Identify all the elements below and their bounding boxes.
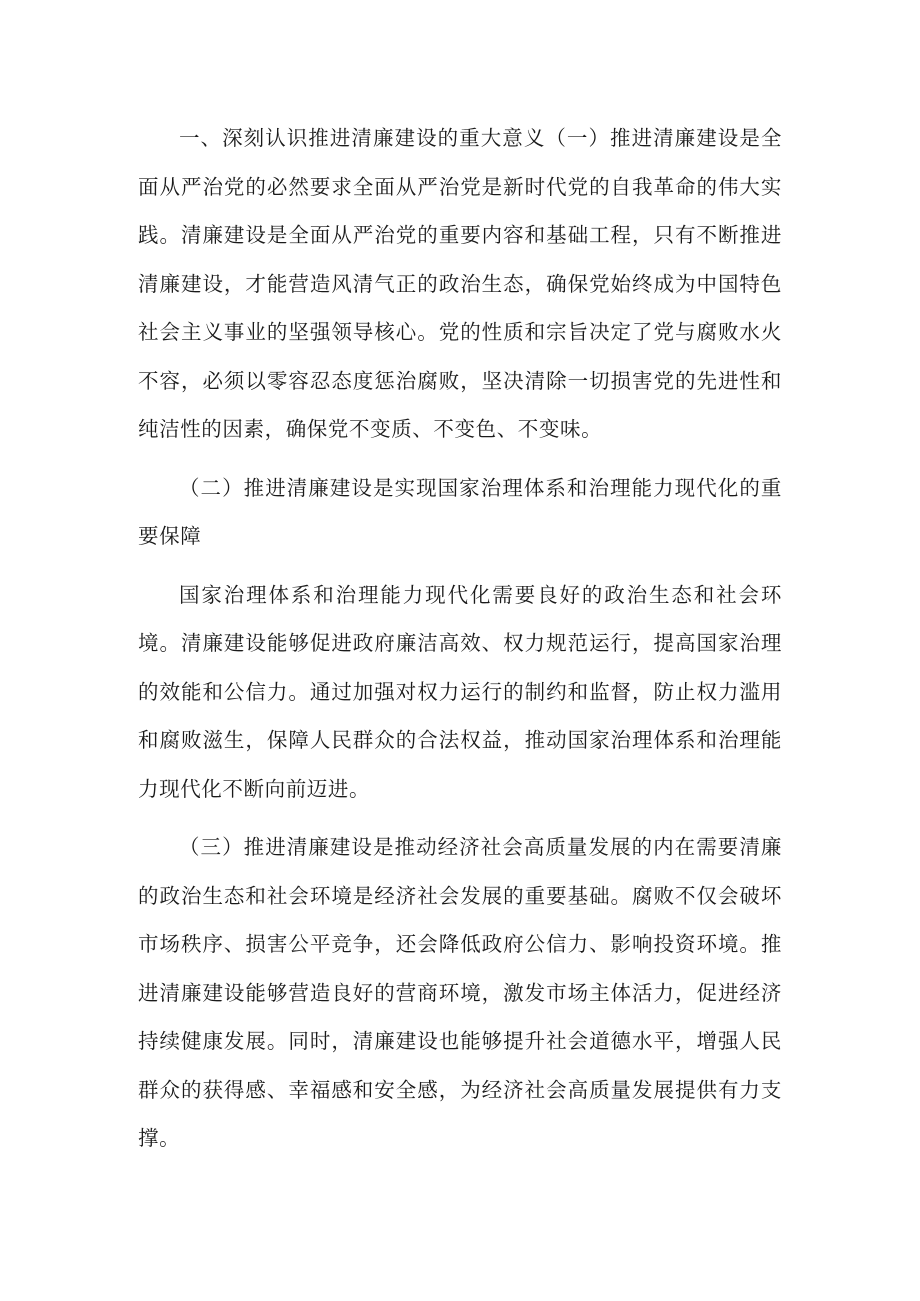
paragraph-governance: 国家治理体系和治理能力现代化需要良好的政治生态和社会环境。清廉建设能够促进政府廉洁高效、权力规范运行，提高国家治理的效能和公信力。通过加强对权力运行的制约和监督，防止权力滥用和腐败滋生，保障人民群众的合法权益，推动国家治理体系和治理能力现代化不断向前迈进。 xyxy=(138,582,782,801)
paragraph-section-one: 一、深刻认识推进清廉建设的重大意义（一）推进清廉建设是全面从严治党的必然要求全面从严治党是新时代党的自我革命的伟大实践。清廉建设是全面从严治党的重要内容和基础工程，只有不断推进清廉建设，才能营造风清气正的政治生态，确保党始终成为中国特色社会主义事业的坚强领导核心。党的性质和宗旨决定了党与腐败水火不容，必须以零容忍态度惩治腐败，坚决清除一切损害党的先进性和纯洁性的因素，确保党不变质、不变色、不变味。 xyxy=(138,126,782,441)
paragraph-subheading-three: （三）推进清廉建设是推动经济社会高质量发展的内在需要清廉的政治生态和社会环境是经济社会发展的重要基础。腐败不仅会破坏市场秩序、损害公平竞争，还会降低政府公信力、影响投资环境。推进清廉建设能够营造良好的营商环境，激发市场主体活力，促进经济持续健康发展。同时，清廉建设也能够提升社会道德水平，增强人民群众的获得感、幸福感和安全感，为经济社会高质量发展提供有力支撑。 xyxy=(138,835,782,1150)
document-body xyxy=(138,114,782,1163)
paragraph-subheading-two: （二）推进清廉建设是实现国家治理体系和治理能力现代化的重要保障 xyxy=(138,475,782,548)
